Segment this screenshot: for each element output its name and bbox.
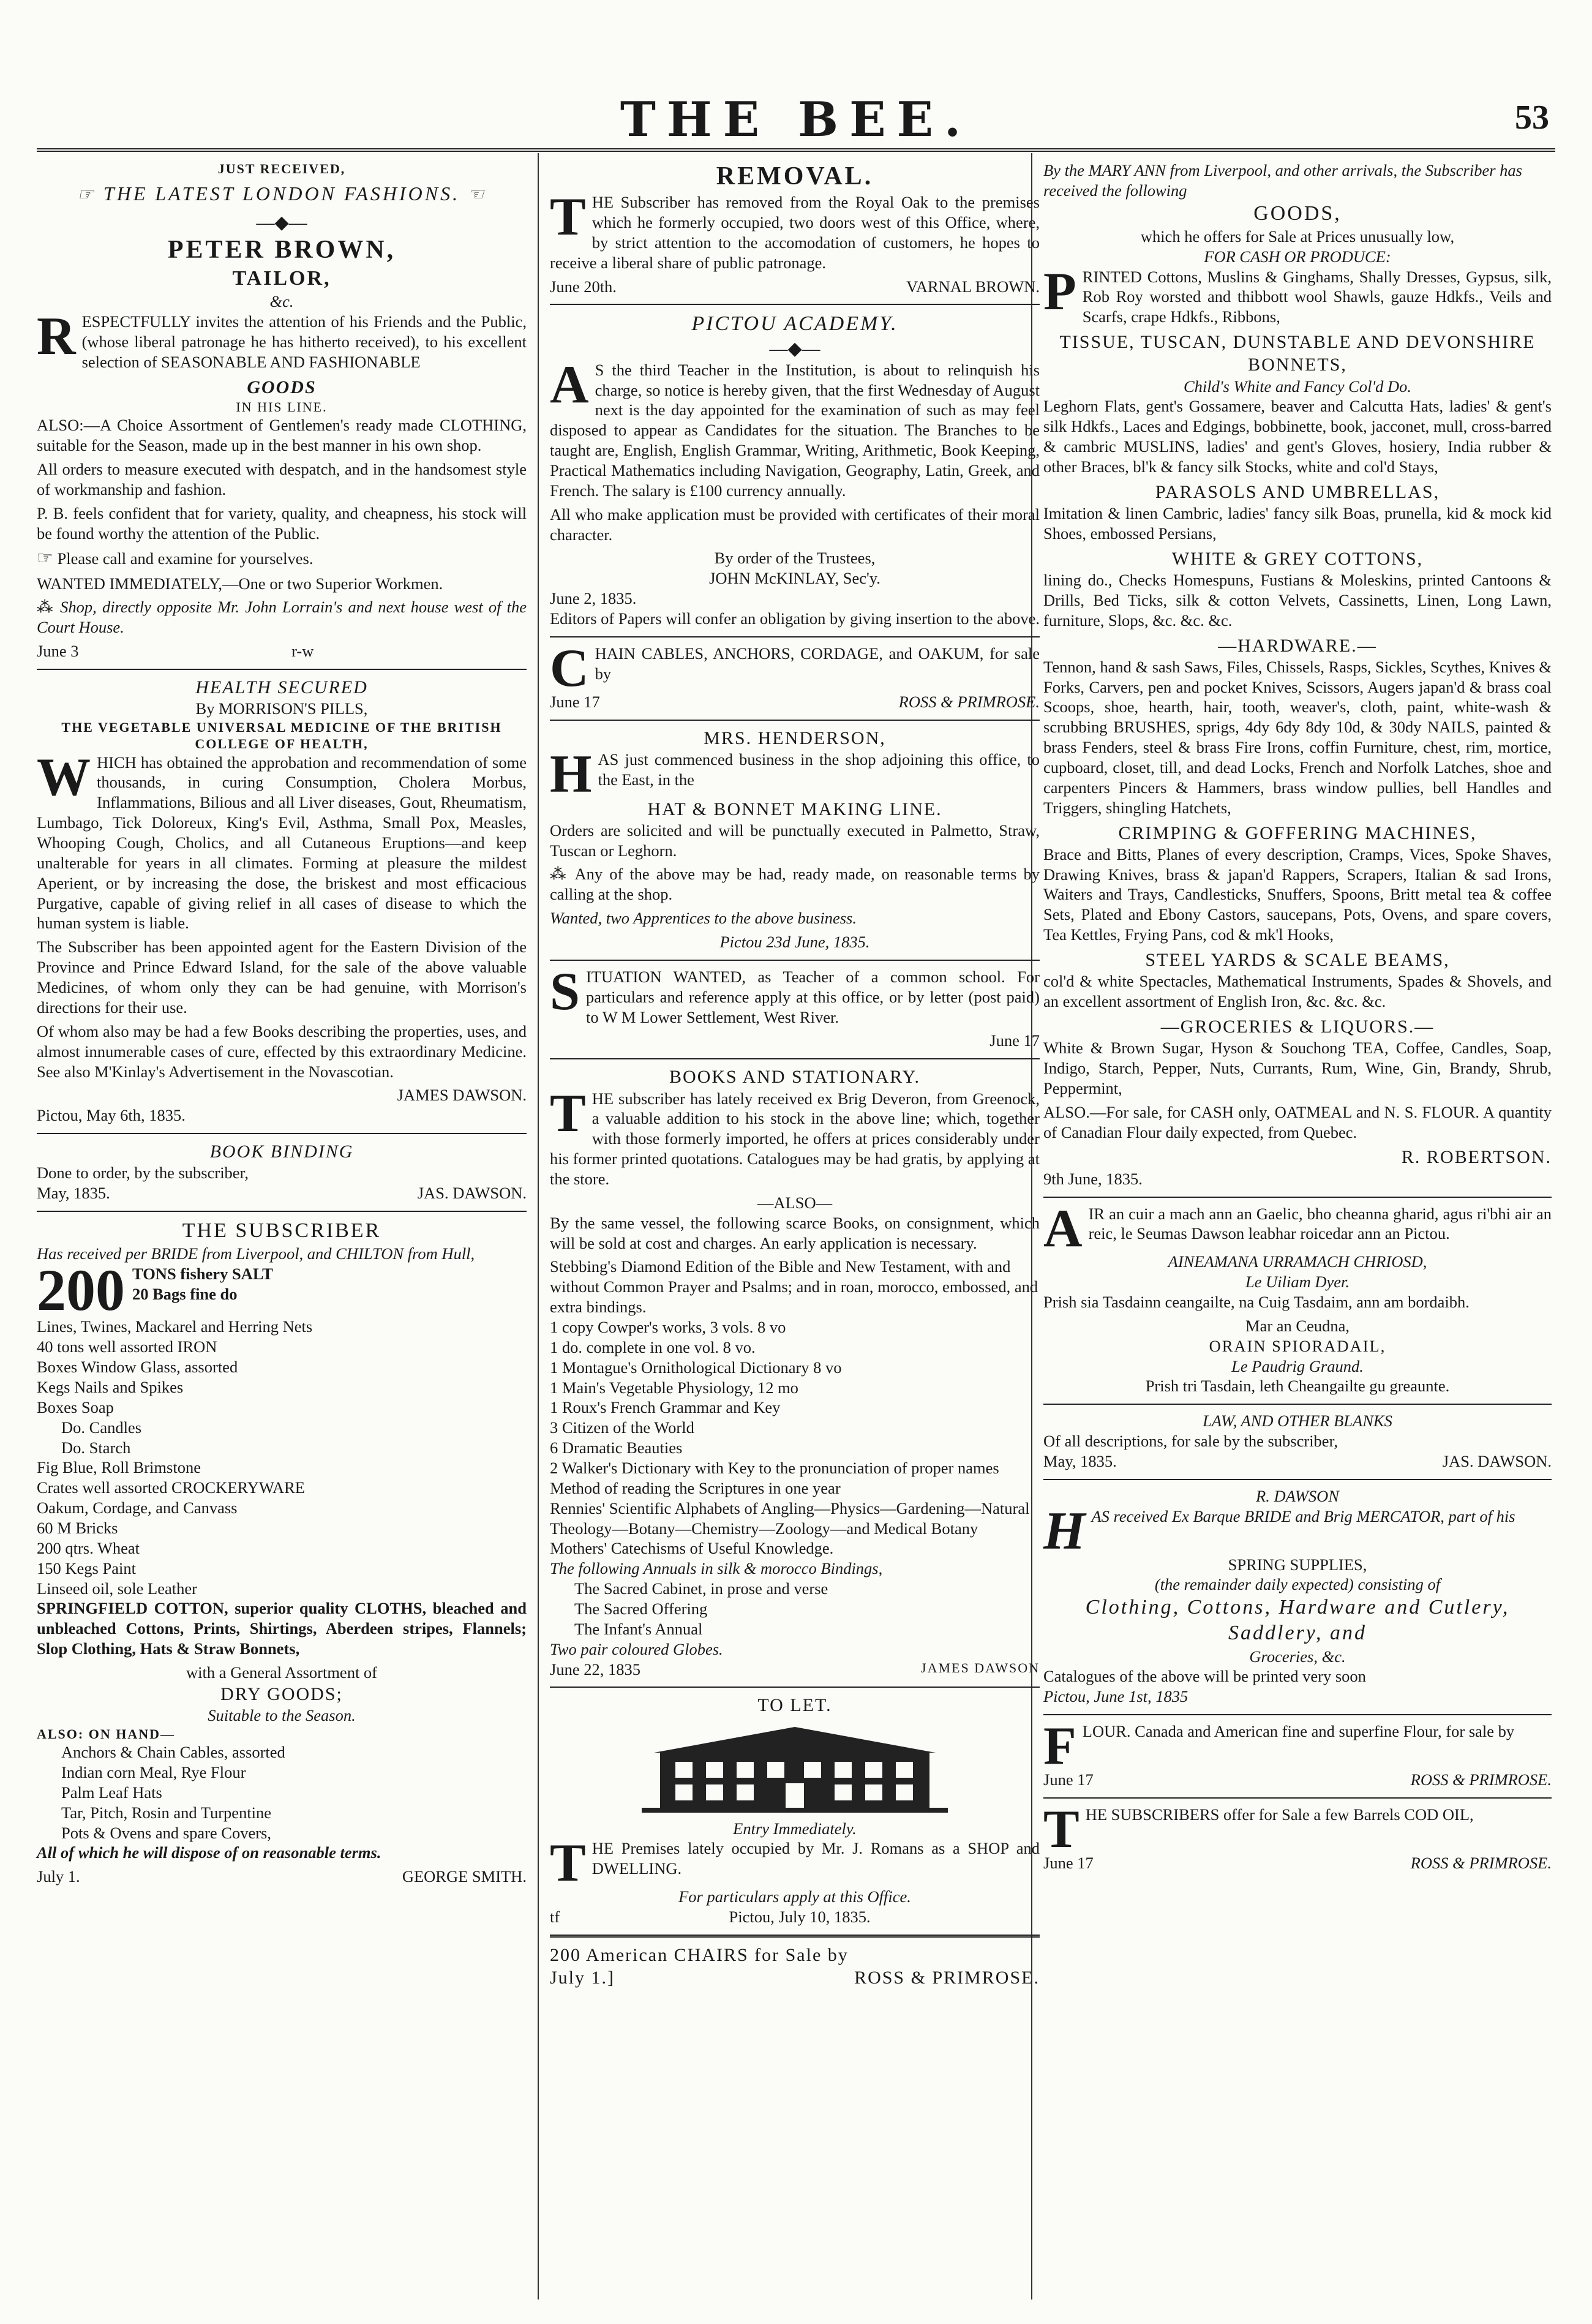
list-item: The Sacred Cabinet, in prose and verse (574, 1579, 828, 1598)
list-item: Stebbing's Diamond Edition of the Bible and New Testament, with and without Common Prayer and Psalms; and in roan, morocco, embossed, and extra bindings. (550, 1257, 1038, 1317)
section-sub: Child's White and Fancy Col'd Do. (1184, 377, 1411, 396)
newspaper-title: THE BEE. (620, 92, 972, 148)
ad-gaelic (1043, 1198, 1552, 1397)
pointing-hand-icon: ☜ (467, 184, 486, 205)
book-author: Le Uiliam Dyer. (1245, 1273, 1350, 1292)
house-icon (642, 1722, 948, 1814)
globes-line: Two pair coloured Globes. (550, 1639, 723, 1658)
list-item: 1 do. complete in one vol. 8 vo. (550, 1337, 756, 1356)
divider (1043, 1714, 1552, 1715)
ad-subtitle: THE VEGETABLE UNIVERSAL MEDICINE OF THE BRITISH COLLEGE OF HEALTH, (61, 720, 502, 752)
section-body: lining do., Checks Homespuns, Fustians & Moleskins, printed Cantoons & Drills, Bed Ticks, silk & cotton Velvets, Cassinetts, Linen, Long Lawn, furniture, Slops, &c. &c. &c. (1043, 570, 1552, 630)
ad-body: HAS just commenced business in the shop adjoining this office, to the East, in the (550, 744, 1040, 804)
list-item: 3 Citizen of the World (550, 1418, 694, 1437)
list-item: Indian corn Meal, Rye Flour (61, 1763, 246, 1782)
ad-body: A S the third Teacher in the Institution, is about to relinquish his charge, so notice is hereby given, that the first Wednesday of August next is the day appointed for the examination of such as may feel disposed to appear as Candidates for the situation. The Branches to be taught are, English, English Grammar, Writing, Arithmetic, Book Keeping, Practical Mathematics including Navigation, Geography, Latin, Greek, and French. The salary is £100 currency annually. (550, 355, 1040, 500)
ad-agent: The Subscriber has been appointed agent for the Eastern Division of the Province and Prince Edward Island, for the sale of the above valuable Medicines, of whom only they can be had genuine, with Morrison's directions for their use. (37, 938, 527, 1017)
list-item: Boxes Window Glass, assorted (37, 1358, 238, 1377)
list-item: 2 Walker's Dictionary with Key to the pronunciation of proper names (550, 1458, 999, 1477)
ad-title: TO LET. (757, 1695, 832, 1716)
list-item: Pots & Ovens and spare Covers, (61, 1823, 271, 1842)
section-body: ALSO.—For sale, for CASH only, OATMEAL and N. S. FLOUR. A quantity of Canadian Flour daily expected, from Quebec. (1043, 1102, 1552, 1141)
section-heading: TISSUE, TUSCAN, DUNSTABLE AND DEVONSHIRE BONNETS, (1059, 332, 1536, 375)
remainder-line: (the remainder daily expected) consisting of (1154, 1575, 1441, 1594)
column-1 (37, 160, 527, 1894)
ad-chain-cables (550, 638, 1040, 712)
ad-signature (1043, 1770, 1552, 1790)
ad-signer: R. ROBERTSON. (1401, 1147, 1552, 1168)
divider (1043, 1197, 1552, 1198)
list-item: 1 Roux's French Grammar and Key (550, 1398, 781, 1417)
asterism-icon: ⁂ (37, 598, 61, 617)
list-item: Boxes Soap (37, 1397, 114, 1416)
cash-line: FOR CASH OR PRODUCE: (1204, 247, 1391, 266)
ad-dawson (1043, 1486, 1552, 1707)
page-number: 53 (1515, 99, 1549, 137)
divider (37, 1133, 527, 1134)
list-item: Anchors & Chain Cables, assorted (61, 1743, 285, 1762)
ad-date: June 2, 1835. (550, 589, 637, 608)
divider (1043, 1479, 1552, 1480)
ad-body: HAS received Ex Barque BRIDE and Brig MERCATOR, part of his (1043, 1501, 1515, 1561)
divider (1043, 1797, 1552, 1799)
section-heading: CRIMPING & GOFFERING MACHINES, (1118, 822, 1477, 843)
divider (550, 960, 1040, 961)
groceries-line: Groceries, &c. (1249, 1647, 1346, 1666)
ad-signature (550, 692, 1040, 712)
ad-body: CHAIN CABLES, ANCHORS, CORDAGE, and OAKUM, for sale by (550, 638, 1040, 698)
goods-heading: GOODS, (1253, 201, 1342, 225)
divider (550, 304, 1040, 305)
ad-intro: Has received per BRIDE from Liverpool, and CHILTON from Hull, (37, 1244, 475, 1263)
ad-book-binding (37, 1140, 527, 1203)
list-item: Crates well assorted CROCKERYWARE (37, 1478, 305, 1497)
ad-flour (1043, 1717, 1552, 1790)
just-received: JUST RECEIVED, (217, 161, 346, 176)
ad-title: R. DAWSON (1256, 1486, 1339, 1505)
ad-editors: Editors of Papers will confer an obligation by giving insertion to the above. (550, 609, 1040, 628)
general-line: with a General Assortment of (186, 1663, 378, 1682)
ad-date: June 17 (989, 1031, 1040, 1050)
ad-title: PICTOU ACADEMY. (691, 312, 898, 336)
trade-label: TAILOR, (232, 267, 331, 290)
divider (550, 636, 1040, 637)
ad-date: June 22, 1835 (550, 1660, 640, 1679)
pointing-hand-icon: ☞ (37, 548, 53, 569)
ad-chairs (550, 1944, 1040, 1989)
ad-situation (550, 961, 1040, 1051)
ad-blanks (1043, 1411, 1552, 1472)
also-on-hand: ALSO: ON HAND— (37, 1726, 176, 1742)
ad-signer: VARNAL BROWN. (906, 277, 1040, 296)
clothing-line: Clothing, Cottons, Hardware and Cutlery, Saddlery, and (1085, 1596, 1510, 1645)
list-item: The Sacred Offering (574, 1599, 708, 1618)
ad-signer: ROSS & PRIMROSE. (898, 692, 1040, 711)
ad-also: ALSO:—A Choice Assortment of Gentlemen's ready made CLOTHING, suitable for the Season, made up in the best manner in his own shop. (37, 416, 527, 455)
list-item: 60 M Bricks (37, 1518, 118, 1537)
ad-signer: JAS. DAWSON. (1442, 1452, 1552, 1471)
ad-cod-oil (1043, 1799, 1552, 1873)
ad-signature (1043, 1853, 1552, 1873)
list-item: 150 Kegs Paint (37, 1559, 136, 1578)
etc: &c. (269, 292, 294, 311)
section-body: Brace and Bitts, Planes of every description, Cramps, Vices, Spoke Shaves, Drawing Knives, brass & japan'd Rappers, Scrapers, Italian & sad Irons, Waiters and Trays, Candlesticks, Snuffers, Spoons, Britt metal tea & coffee Sets, Plated and Ebony Castors, saucepans, Pots, Ovens, and spare covers, Tea Kettles, Frying Pans, cod & mk'l Hooks, (1043, 844, 1552, 944)
ad-body: THE subscriber has lately received ex Brig Deveron, from Greenock, a valuable addition to his stock in the above line; which, together with those formerly imported, he offers at prices considerably under his former printed quotations. Catalogues may be had gratis, by applying at the store. (550, 1083, 1040, 1188)
list-item: Method of reading the Scriptures in one year (550, 1478, 841, 1497)
ad-date: June 17 (1043, 1853, 1094, 1872)
column-2 (550, 160, 1040, 1996)
divider (550, 720, 1040, 721)
ornament-icon: —◆— (769, 338, 820, 359)
list-item: Lines, Twines, Mackarel and Herring Nets (37, 1317, 313, 1336)
ornament-icon: —◆— (256, 212, 307, 233)
ad-body: SITUATION WANTED, as Teacher of a common school. For particulars and reference apply at this office, or by letter (post paid) to W M Lower Settlement, West River. (550, 961, 1040, 1026)
goods-list (37, 1317, 527, 1598)
ad-date: Pictou, June 1st, 1835 (1043, 1687, 1188, 1706)
ad-body: THE Premises lately occupied by Mr. J. Romans as a SHOP and DWELLING. (550, 1833, 1040, 1893)
ad-vessel: By the same vessel, the following scarce Books, on consignment, which will be sold at cost and charges. An early application is necessary. (550, 1213, 1040, 1252)
divider (550, 1687, 1040, 1688)
ad-date: June 3 (37, 642, 79, 661)
ad-any: ⁂ Any of the above may be had, ready made, on reasonable terms by calling at the shop. (550, 865, 1040, 904)
ad-order: By order of the Trustees, (714, 549, 876, 568)
ad-signature (550, 1907, 1040, 1927)
list-item: Tar, Pitch, Rosin and Turpentine (61, 1803, 272, 1822)
ad-orders: All orders to measure executed with despatch, and in the handsomest style of workmanship and fashion. (37, 459, 527, 498)
section-heading: WHITE & GREY COTTONS, (1171, 548, 1424, 569)
ad-peter-brown (37, 160, 527, 661)
offers-line: which he offers for Sale at Prices unusually low, (1140, 227, 1455, 246)
ad-henderson (550, 727, 1040, 952)
ad-wanted: WANTED IMMEDIATELY,—One or two Superior Workmen. (37, 574, 443, 593)
column-divider (538, 153, 539, 2300)
annuals-line: The following Annuals in silk & morocco Bindings, (550, 1559, 883, 1578)
ad-signature (37, 641, 527, 661)
ad-date: 9th June, 1835. (1043, 1169, 1143, 1188)
list-item: 1 Montague's Ornithological Dictionary 8 vo (550, 1358, 842, 1377)
ad-signature (1043, 1451, 1552, 1472)
ad-date: May, 1835. (1043, 1452, 1117, 1471)
ad-code: tf (550, 1908, 560, 1927)
ad-body: Of all descriptions, for sale by the subscriber, (1043, 1432, 1338, 1451)
ad-to-let (550, 1694, 1040, 1927)
on-hand-list (37, 1742, 527, 1843)
ad-date: July 1.] (550, 1968, 615, 1988)
list-item: Palm Leaf Hats (61, 1783, 162, 1802)
ad-code: r-w (291, 642, 314, 661)
section-heading: —GROCERIES & LIQUORS.— (1160, 1016, 1435, 1037)
apply-line: For particulars apply at this Office. (678, 1887, 911, 1906)
ad-date: Pictou, July 10, 1835. (729, 1908, 871, 1927)
ad-intro: By the MARY ANN from Liverpool, and other arrivals, the Subscriber has received the following (1043, 161, 1522, 200)
divider (550, 1935, 1040, 1938)
ad-body: WHICH has obtained the approbation and recommendation of some thousands, in curing Consumption, Cholera Morbus, Inflammations, Bilious and all Liver diseases, Gout, Rheumatism, Lumbago, Tick Doloreux, King's Evil, Asthma, Small Pox, Measles, Whooping Cough, Cholics, and all Cutaneous Eruptions—and keep unalterable for years in all climates. Forming at pleasure the mildest Aperient, or by increasing the dose, the briskest and most efficacious Purgative, capable of giving relief in all cases of disease to which the human system is liable. (37, 747, 527, 933)
ad-body: THE SUBSCRIBERS offer for Sale a few Barrels COD OIL, (1043, 1799, 1474, 1859)
entry-line: Entry Immediately. (733, 1819, 857, 1838)
ad-body: PRINTED Cottons, Muslins & Ginghams, Shally Dresses, Gypsus, silk, Rob Roy worsted and thibbott wool Shawls, gauze Hdkfs., Veils and Scarfs, crape Hdkfs., Ribbons, (1043, 261, 1552, 326)
divider (1043, 1404, 1552, 1405)
section-body: White & Brown Sugar, Hyson & Souchong TEA, Coffee, Candles, Soap, Indigo, Starch, Pepper, Nuts, Currants, Rum, Wine, Gin, Brandy, Shrub, Peppermint, (1043, 1039, 1552, 1097)
book-title: AINEAMANA URRAMACH CHRIOSD, (1168, 1252, 1427, 1271)
big-number: 200 (37, 1257, 125, 1323)
ad-subtitle: By MORRISON'S PILLS, (195, 699, 368, 718)
spring-line: SPRING SUPPLIES, (1228, 1555, 1367, 1574)
ad-george-smith (37, 1218, 527, 1887)
list-item: 1 Main's Vegetable Physiology, 12 mo (550, 1378, 798, 1397)
column-3 (1043, 160, 1552, 1880)
ad-shop: ⁂ Shop, directly opposite Mr. John Lorrain's and next house west of the Court House. (37, 598, 527, 637)
salt-line: 200 TONS fishery SALT 20 Bags fine do (37, 1257, 273, 1323)
list-item: The Infant's Annual (574, 1619, 703, 1638)
ad-date: Pictou 23d June, 1835. (719, 933, 870, 952)
suitable: Suitable to the Season. (208, 1706, 356, 1725)
list-item: 6 Dramatic Beauties (550, 1438, 683, 1457)
section-heading: PARASOLS AND UMBRELLAS, (1155, 481, 1440, 502)
ad-body: AIR an cuir a mach ann an Gaelic, bho cheanna gharid, agus ri'bhi air an reic, le Seumas Dawson leabhar roicedar ann an Pictou. (1043, 1198, 1552, 1258)
dispose-line: All of which he will dispose of on reasonable terms. (37, 1843, 381, 1862)
list-item: Linseed oil, sole Leather (37, 1579, 197, 1598)
masthead (37, 92, 1555, 153)
ad-academy (550, 311, 1040, 629)
fashions-banner: ☞ THE LATEST LONDON FASHIONS. ☜ (77, 182, 486, 205)
book-price: Prish sia Tasdainn ceangailte, na Cuig Tasdaim, ann am bordaibh. (1043, 1293, 1470, 1312)
ad-title: PETER BROWN, (167, 236, 396, 265)
hat-line: HAT & BONNET MAKING LINE. (647, 799, 942, 819)
ad-orders: Orders are solicited and will be punctually executed in Palmetto, Straw, Tuscan or Leghorn. (550, 821, 1040, 860)
catalogue-line: Catalogues of the above will be printed very soon (1043, 1667, 1366, 1686)
annuals-list (550, 1579, 1040, 1639)
list-item: Kegs Nails and Spikes (37, 1377, 184, 1396)
divider (550, 1058, 1040, 1059)
cotton-line: SPRINGFIELD COTTON, superior quality CLOTHS, bleached and unbleached Cottons, Prints, Shirtings, Aberdeen stripes, Flannels; Slop Clothing, Hats & Straw Bonnets, (37, 1599, 527, 1658)
ad-signer: JAMES DAWSON (921, 1660, 1040, 1675)
section-body: Tennon, hand & sash Saws, Files, Chissels, Rasps, Sickles, Scythes, Knives & Forks, Carvers, pen and pocket Knives, Scissors, Augers japan'd & brass coal Scoops, shoe, hearth, hair, tooth, weaver's, cloth, paint, white-wash & scrubbing BRUSHES, sprigs, 4dy 6dy 8dy 10d, & 30dy NAILS, painted & brass Fenders, steel & brass Fire Irons, coffin Furniture, chest, rim, mortice, cupboard, closet, till, and dead Locks, French and Norfolk Latches, shoe and carpenters Pincers & Hammers, brass window pullies, bell Handles and Triggers, shingling Hatchets, (1043, 657, 1552, 817)
section-body: col'd & white Spectacles, Mathematical Instruments, Spades & Shovels, and an excellent assortment of English Iron, &c. &c. &c. (1043, 972, 1552, 1011)
ad-body: RESPECTFULLY invites the attention of his Friends and the Public, (whose liberal patronage he has hitherto received), to his excellent selection of SEASONABLE AND FASHIONABLE (37, 307, 527, 371)
ad-title: REMOVAL. (716, 162, 874, 190)
ad-signer: JAMES DAWSON. (397, 1086, 527, 1105)
ad-call: ☞ Please call and examine for yourselves. (37, 548, 314, 569)
ad-date: July 1. (37, 1867, 80, 1886)
goods-heading: GOODS (247, 377, 317, 397)
ad-date: June 20th. (550, 277, 617, 296)
section-body: Leghorn Flats, gent's Gossamere, beaver and Calcutta Hats, ladies' & gent's silk Hdkfs., Laces and Edgings, bobbinette, book, jacconet, mull, cross-barred & cambric MUSLINS, ladies' and gent's Gloves, hosiery, India rubber & other Braces, bl'k & fancy silk Stocks, white and col'd Stays, (1043, 397, 1552, 476)
ad-body: THE Subscriber has removed from the Royal Oak to the premises which he formerly occupied, two doors west of this Office, where, by strict attention to the accomodation of customers, he hopes to receive a liberal share of public patronage. (550, 187, 1040, 272)
masthead-rule (37, 148, 1555, 152)
ad-signature (550, 277, 1040, 297)
section-heading: —HARDWARE.— (1218, 635, 1377, 656)
ad-signer: ROSS & PRIMROSE. (1410, 1853, 1552, 1872)
ad-signature (37, 1867, 527, 1887)
list-item: Mothers' Catechisms of Useful Knowledge. (550, 1539, 834, 1558)
ad-signer: GEORGE SMITH. (402, 1867, 527, 1886)
ad-title: LAW, AND OTHER BLANKS (1203, 1412, 1392, 1431)
ad-title: HEALTH SECURED (195, 677, 368, 698)
ad-books (550, 1066, 1040, 1679)
dry-goods: DRY GOODS; (220, 1683, 343, 1704)
ad-date: Pictou, May 6th, 1835. (37, 1106, 186, 1125)
ad-date: June 17 (550, 692, 600, 711)
ad-title: BOOK BINDING (209, 1141, 354, 1162)
list-item: Do. Candles (61, 1418, 142, 1437)
list-item: 1 copy Cowper's works, 3 vols. 8 vo (550, 1317, 786, 1336)
also-line: —ALSO— (757, 1193, 833, 1212)
book-title: ORAIN SPIORADAIL, (1209, 1336, 1386, 1355)
pointing-hand-icon: ☞ (77, 184, 96, 205)
ad-signer: JAS. DAWSON. (417, 1184, 527, 1203)
ad-body: FLOUR. Canada and American fine and superfine Flour, for sale by (1043, 1717, 1515, 1777)
ad-books: Of whom also may be had a few Books describing the properties, uses, and almost innumerable cases of cure, effected by this extraordinary Medicine. See also M'Kinlay's Advertisement in the Novascotian. (37, 1021, 527, 1081)
ad-wanted: Wanted, two Apprentices to the above business. (550, 909, 857, 928)
list-item: Oakum, Cordage, and Canvass (37, 1499, 238, 1517)
ad-removal (550, 160, 1040, 296)
divider (37, 1211, 527, 1212)
ad-body: 200 American CHAIRS for Sale by (550, 1944, 849, 1965)
ad-pb: P. B. feels confident that for variety, quality, and cheapness, his stock will be found worthy the attention of the Public. (37, 503, 527, 543)
list-item: Rennies' Scientific Alphabets of Angling—Physics—Gardening—Natural Theology—Botany—Chemistry—Zoology—and Medical Botany (550, 1499, 1030, 1538)
ad-signature (37, 1183, 527, 1203)
ad-date: June 17 (1043, 1770, 1094, 1789)
ad-robertson (1043, 160, 1552, 1189)
ad-health (37, 676, 527, 1126)
ad-date: May, 1835. (37, 1184, 110, 1203)
ad-title: THE SUBSCRIBER (182, 1219, 381, 1242)
book-author: Le Paudrig Graund. (1231, 1356, 1364, 1375)
ad-signature (550, 1660, 1040, 1680)
ad-signature (550, 1966, 1040, 1989)
ad-signer: JOHN McKINLAY, Sec'y. (709, 569, 880, 588)
list-item: Fig Blue, Roll Brimstone (37, 1458, 201, 1477)
ad-apply: All who make application must be provided with certificates of their moral character. (550, 505, 1040, 544)
list-item: 200 qtrs. Wheat (37, 1538, 140, 1557)
section-heading: STEEL YARDS & SCALE BEAMS, (1145, 950, 1450, 971)
divider (37, 669, 527, 670)
in-his-line: IN HIS LINE. (236, 399, 328, 415)
asterism-icon: ⁂ (550, 865, 575, 884)
book-list (550, 1257, 1040, 1559)
mar-line: Mar an Ceudna, (1245, 1316, 1350, 1335)
section-body: Imitation & linen Cambric, ladies' fancy silk Boas, prunella, kid & mock kid Shoes, embossed Persians, (1043, 504, 1552, 543)
book-price: Prish tri Tasdain, leth Cheangailte gu greaunte. (1145, 1377, 1450, 1396)
ad-title: MRS. HENDERSON, (704, 728, 886, 748)
list-item: 40 tons well assorted IRON (37, 1337, 217, 1356)
ad-signer: ROSS & PRIMROSE. (854, 1968, 1040, 1988)
ad-title: BOOKS AND STATIONARY. (669, 1067, 920, 1088)
ad-body: Done to order, by the subscriber, (37, 1164, 249, 1183)
list-item: Do. Starch (61, 1438, 131, 1457)
ad-signer: ROSS & PRIMROSE. (1410, 1770, 1552, 1789)
